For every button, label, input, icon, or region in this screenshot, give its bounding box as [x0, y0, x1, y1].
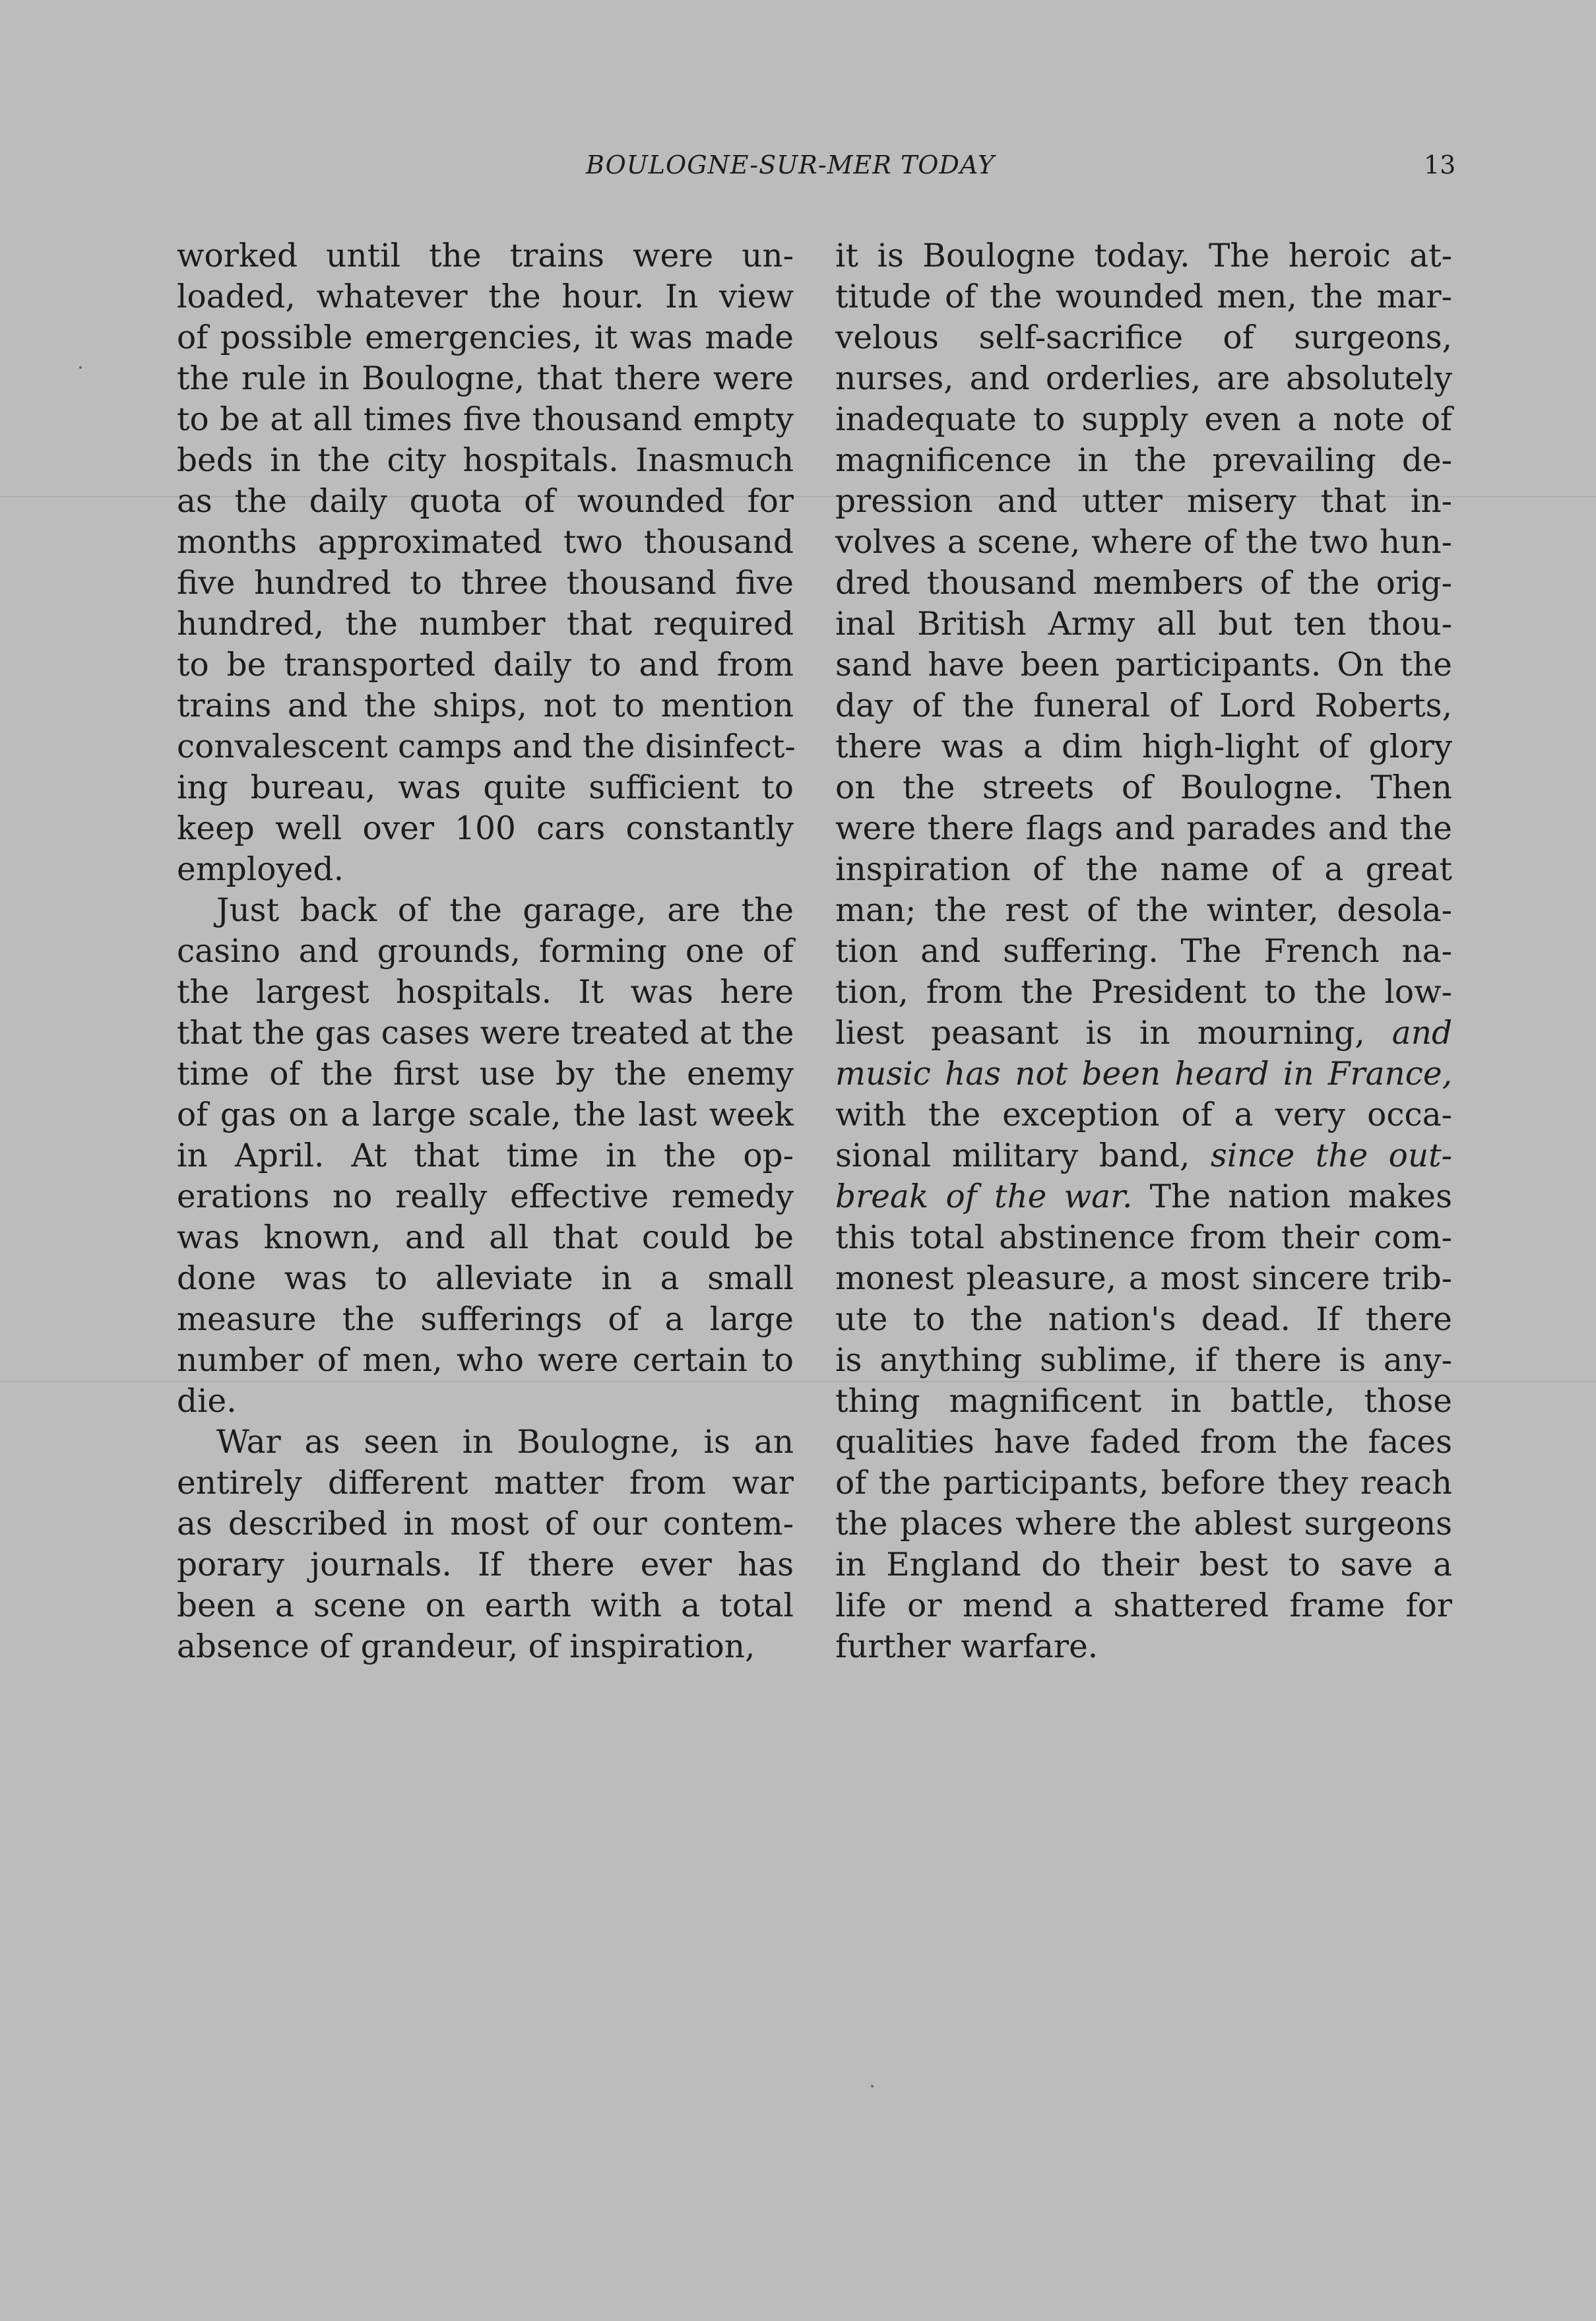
right-column — [835, 236, 1452, 1667]
paper-speck — [79, 366, 82, 369]
text-line: it is Boulogne today. The heroic at- — [835, 238, 1452, 274]
text-line: number of men, who were certain to — [177, 1342, 794, 1379]
text-line: keep well over 100 cars constantly — [177, 810, 794, 847]
text-line: entirely different matter from war — [177, 1465, 794, 1502]
text-line: the places where the ablest surgeons — [835, 1506, 1452, 1542]
text-line: of gas on a large scale, the last week — [177, 1097, 794, 1133]
running-title: BOULOGNE-SUR-MER TODAY — [586, 150, 995, 179]
text-line: War as seen in Boulogne, is an — [216, 1424, 794, 1461]
text-line: as described in most of our contem- — [177, 1506, 794, 1542]
text-line: die. — [177, 1383, 237, 1420]
left-column — [177, 236, 794, 1667]
text-line: Just back of the garage, are the — [216, 892, 794, 929]
text-line: ing bureau, was quite sufficient to — [177, 769, 794, 806]
text-line: the largest hospitals. It was here — [177, 974, 794, 1011]
paragraph — [835, 236, 1452, 1667]
text-line: velous self-sacrifice of surgeons, — [835, 319, 1452, 356]
text-line: with the exception of a very occa- — [835, 1097, 1452, 1133]
text-line: further warfare. — [835, 1628, 1099, 1665]
text-line: loaded, whatever the hour. In view — [177, 278, 794, 315]
text-line: inadequate to supply even a note of — [835, 401, 1452, 438]
paragraph — [177, 890, 794, 1422]
text-line: beds in the city hospitals. Inasmuch — [177, 442, 794, 479]
text-line: to be transported daily to and from — [177, 647, 794, 684]
paper-speck — [871, 2085, 874, 2087]
text-line: to be at all times five thousand empty — [177, 401, 794, 438]
text-line: hundred, the number that required — [177, 606, 794, 643]
text-line: volves a scene, where of the two hun- — [835, 524, 1452, 561]
text-line: in April. At that time in the op- — [177, 1137, 794, 1174]
text-line: worked until the trains were un- — [177, 238, 794, 274]
page-header — [0, 146, 1596, 186]
text-line: liest peasant is in mourning, and — [835, 1015, 1452, 1052]
page-number: 13 — [1424, 150, 1456, 179]
text-line: time of the first use by the enemy — [177, 1056, 794, 1093]
text-line: magnificence in the prevailing de- — [835, 442, 1452, 479]
text-line: music has not been heard in France, — [835, 1056, 1452, 1093]
text-line: inspiration of the name of a great — [835, 851, 1452, 888]
text-line: that the gas cases were treated at the — [177, 1015, 794, 1052]
text-line: man; the rest of the winter, desola- — [835, 892, 1452, 929]
text-line: on the streets of Boulogne. Then — [835, 769, 1452, 806]
text-line: of the participants, before they reach — [835, 1465, 1452, 1502]
text-line: pression and utter misery that in- — [835, 483, 1452, 520]
text-line: absence of grandeur, of inspiration, — [177, 1628, 755, 1665]
text-line: sand have been participants. On the — [835, 647, 1452, 684]
text-line: tion, from the President to the low- — [835, 974, 1452, 1011]
text-line: qualities have faded from the faces — [835, 1424, 1452, 1461]
text-line: break of the war. The nation makes — [835, 1178, 1452, 1215]
text-line: in England do their best to save a — [835, 1546, 1452, 1583]
text-line: porary journals. If there ever has — [177, 1546, 794, 1583]
text-line: monest pleasure, a most sincere trib- — [835, 1260, 1452, 1297]
text-line: inal British Army all but ten thou- — [835, 606, 1452, 643]
text-line: five hundred to three thousand five — [177, 565, 794, 602]
text-line: trains and the ships, not to mention — [177, 687, 794, 724]
text-line: the rule in Boulogne, that there were — [177, 360, 794, 397]
text-line: measure the sufferings of a large — [177, 1301, 794, 1338]
text-line: titude of the wounded men, the mar- — [835, 278, 1452, 315]
paragraph — [177, 236, 794, 890]
text-line: thing magnificent in battle, those — [835, 1383, 1452, 1420]
text-line: dred thousand members of the orig- — [835, 565, 1452, 602]
text-line: of possible emergencies, it was made — [177, 319, 794, 356]
text-line: casino and grounds, forming one of — [177, 933, 794, 970]
text-line: life or mend a shattered frame for — [835, 1587, 1452, 1624]
text-line: erations no really effective remedy — [177, 1178, 794, 1215]
text-line: employed. — [177, 851, 344, 888]
text-line: done was to alleviate in a small — [177, 1260, 794, 1297]
text-line: been a scene on earth with a total — [177, 1587, 794, 1624]
text-line: sional military band, since the out- — [835, 1137, 1452, 1174]
text-line: nurses, and orderlies, are absolutely — [835, 360, 1452, 397]
text-line: ute to the nation's dead. If there — [835, 1301, 1452, 1338]
text-line: were there flags and parades and the — [835, 810, 1452, 847]
text-line: tion and suffering. The French na- — [835, 933, 1452, 970]
paragraph — [177, 1422, 794, 1667]
text-line: there was a dim high-light of glory — [835, 728, 1452, 765]
text-line: this total abstinence from their com- — [835, 1219, 1452, 1256]
text-line: convalescent camps and the disinfect- — [177, 728, 796, 765]
text-line: months approximated two thousand — [177, 524, 794, 561]
text-line: is anything sublime, if there is any- — [835, 1342, 1452, 1379]
text-line: was known, and all that could be — [177, 1219, 794, 1256]
text-line: as the daily quota of wounded for — [177, 483, 794, 520]
text-line: day of the funeral of Lord Roberts, — [835, 687, 1452, 724]
